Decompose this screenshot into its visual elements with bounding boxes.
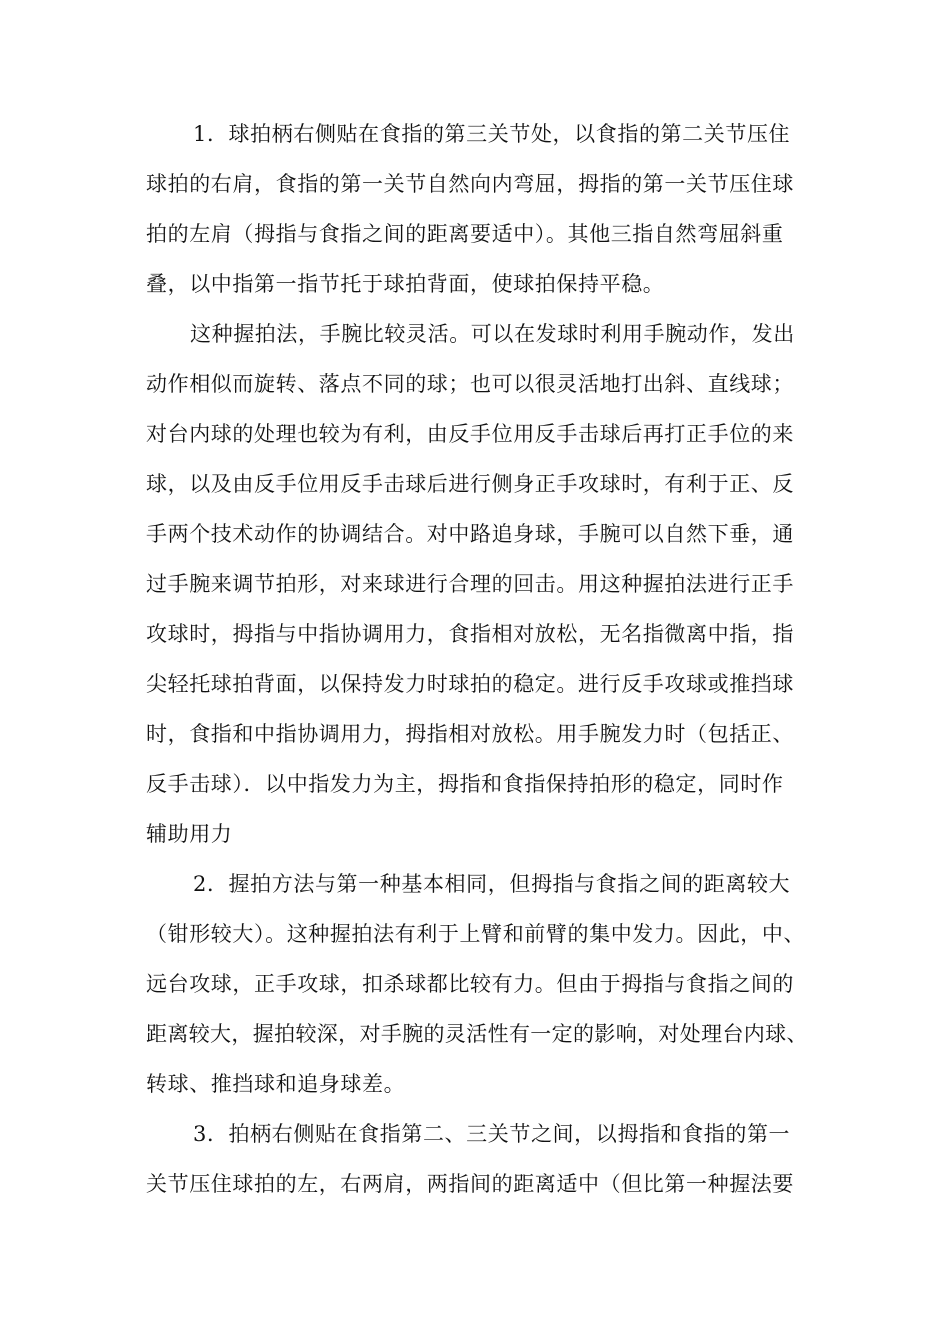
paragraph-1-line-4: 叠，以中指第一指节托于球拍背面，使球拍保持平稳。 [146,272,665,296]
paragraph-2-line-9: 时，食指和中指协调用力，拇指相对放松。用手腕发力时（包括正、 [146,722,794,746]
paragraph-2-line-10: 反手击球）．以中指发力为主，拇指和食指保持拍形的稳定，同时作 [146,772,784,796]
paragraph-3-line-5: 转球、推挡球和追身球差。 [146,1072,406,1096]
paragraph-2-line-3: 对台内球的处理也较为有利，由反手位用反手击球后再打正手位的来 [146,422,794,446]
paragraph-1-line-3: 拍的左肩（拇指与食指之间的距离要适中）。其他三指自然弯屈斜重 [146,222,784,246]
paragraph-2-line-4: 球，以及由反手位用反手击球后进行侧身正手攻球时，有利于正、反 [146,472,794,496]
paragraph-3-line-1: 2．握拍方法与第一种基本相同，但拇指与食指之间的距离较大 [193,872,791,896]
paragraph-3-line-3: 远台攻球，正手攻球，扣杀球都比较有力。但由于拇指与食指之间的 [146,972,794,996]
paragraph-2-line-5: 手两个技术动作的协调结合。对中路追身球，手腕可以自然下垂，通 [146,522,794,546]
paragraph-4-line-2: 关节压住球拍的左，右两肩，两指间的距离适中（但比第一种握法要 [146,1172,794,1196]
paragraph-2-line-11: 辅助用力 [146,822,233,846]
paragraph-3-line-2: （钳形较大）。这种握拍法有利于上臂和前臂的集中发力。因此，中、 [146,922,806,946]
paragraph-4-line-1: 3．拍柄右侧贴在食指第二、三关节之间，以拇指和食指的第一 [193,1122,791,1146]
paragraph-2-line-7: 攻球时，拇指与中指协调用力，食指相对放松，无名指微离中指，指 [146,622,794,646]
paragraph-1-line-2: 球拍的右肩，食指的第一关节自然向内弯屈，拇指的第一关节压住球 [146,172,794,196]
paragraph-2-line-1: 这种握拍法，手腕比较灵活。可以在发球时利用手腕动作，发出 [190,322,795,346]
paragraph-1-line-1: 1．球拍柄右侧贴在食指的第三关节处，以食指的第二关节压住 [193,122,791,146]
paragraph-2-line-2: 动作相似而旋转、落点不同的球；也可以很灵活地打出斜、直线球； [146,372,794,396]
paragraph-3-line-4: 距离较大，握拍较深，对手腕的灵活性有一定的影响，对处理台内球、 [146,1022,808,1046]
paragraph-2-line-6: 过手腕来调节拍形，对来球进行合理的回击。用这种握拍法进行正手 [146,572,794,596]
paragraph-2-line-8: 尖轻托球拍背面，以保持发力时球拍的稳定。进行反手攻球或推挡球 [146,672,794,696]
